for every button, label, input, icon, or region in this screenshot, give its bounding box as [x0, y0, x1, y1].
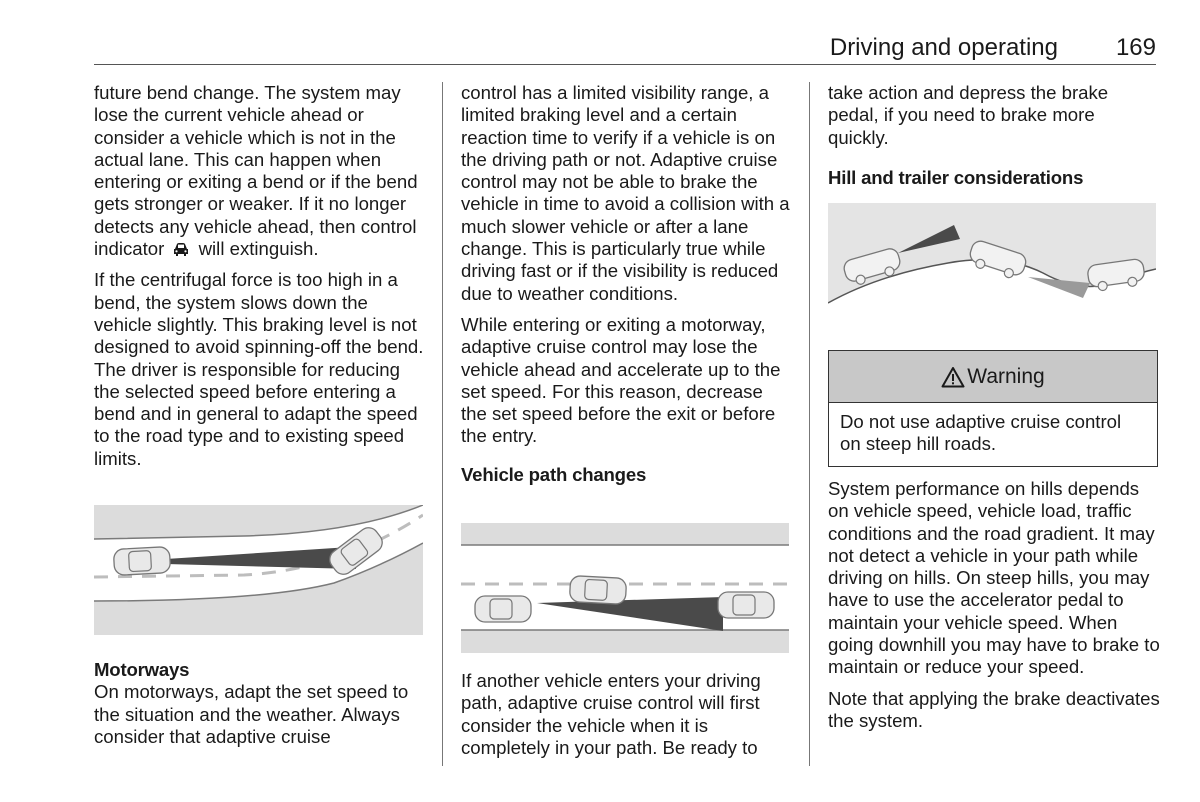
column-1 — [94, 82, 424, 479]
heading-hill-trailer: Hill and trailer considerations — [828, 166, 1084, 188]
vehicle-ahead-indicator-icon — [172, 242, 190, 257]
page-number: 169 — [1115, 34, 1156, 61]
bend-illustration — [94, 505, 423, 635]
column-divider — [809, 82, 810, 766]
paragraph: On motorways, adapt the set speed to the situation and the weather. Always consider that adaptive cruise — [94, 681, 409, 747]
paragraph: control has a limited visibility range, a limited braking level and a certain reaction time to verify if a vehicle is on the driving path or not. Adaptive cruise control may not be able to brake the vehicle in time to avoid a collision with a much slower vehicle or after a lane change. This is particularly true while driving fast or if the visibility is reduced due to weather conditions. — [461, 82, 790, 304]
column-3 — [828, 82, 1160, 189]
paragraph: take action and depress the brake pedal, if you need to brake more quickly. — [828, 82, 1109, 148]
column-divider — [442, 82, 443, 766]
warning-box — [828, 350, 1158, 467]
paragraph — [94, 82, 424, 260]
page-header — [94, 30, 1156, 65]
paragraph: System performance on hills depends on vehicle speed, vehicle load, traffic conditions and the road gradient. It may not detect a vehicle in your path while driving on hills. On steep hills, you may have to use the accelerator pedal to maintain your vehicle speed. When going downhill you may have to brake to maintain or reduce your speed. — [828, 478, 1160, 678]
column-2-bottom — [461, 670, 791, 768]
heading-vehicle-path-changes: Vehicle path changes — [461, 463, 647, 485]
vehicle-path-illustration — [461, 523, 789, 653]
warning-triangle-icon — [941, 366, 965, 388]
paragraph: While entering or exiting a motorway, adaptive cruise control may lose the vehicle ahead and accelerate up to the set speed. For this reason, decrease the set speed before the exit or before the entry. — [461, 313, 781, 447]
column-3-bottom — [828, 478, 1160, 741]
paragraph: Note that applying the brake deactivates the system. — [828, 687, 1160, 731]
column-2 — [461, 82, 791, 486]
column-1-bottom — [94, 659, 424, 757]
heading-motorways: Motorways — [94, 659, 190, 680]
paragraph-text: will extinguish. — [198, 238, 319, 260]
hill-illustration — [828, 203, 1156, 333]
warning-header — [829, 351, 1157, 403]
warning-text: Do not use adaptive cruise control on steep hill roads. — [840, 411, 1122, 455]
paragraph-text: future bend change. The system may lose the current vehicle ahead or consider a vehicle which is not in the actual lane. This can happen when entering or exiting a bend or if the bend gets stronger or weaker. If it no longer detects any vehicle ahead, then control indicator — [94, 82, 418, 260]
paragraph: If the centrifugal force is too high in a bend, the system slows down the vehicle slightly. This braking level is not designed to avoid spinning-off the bend. The driver is responsible for reducing the selected speed before entering a bend and in general to adapt the speed to the road type and to existing speed limits. — [94, 269, 424, 469]
warning-title: Warning — [967, 365, 1045, 388]
paragraph: If another vehicle enters your driving path, adaptive cruise control will first consider the vehicle when it is completely in your path. Be ready to — [461, 670, 761, 758]
section-title: Driving and operating — [829, 34, 1058, 61]
